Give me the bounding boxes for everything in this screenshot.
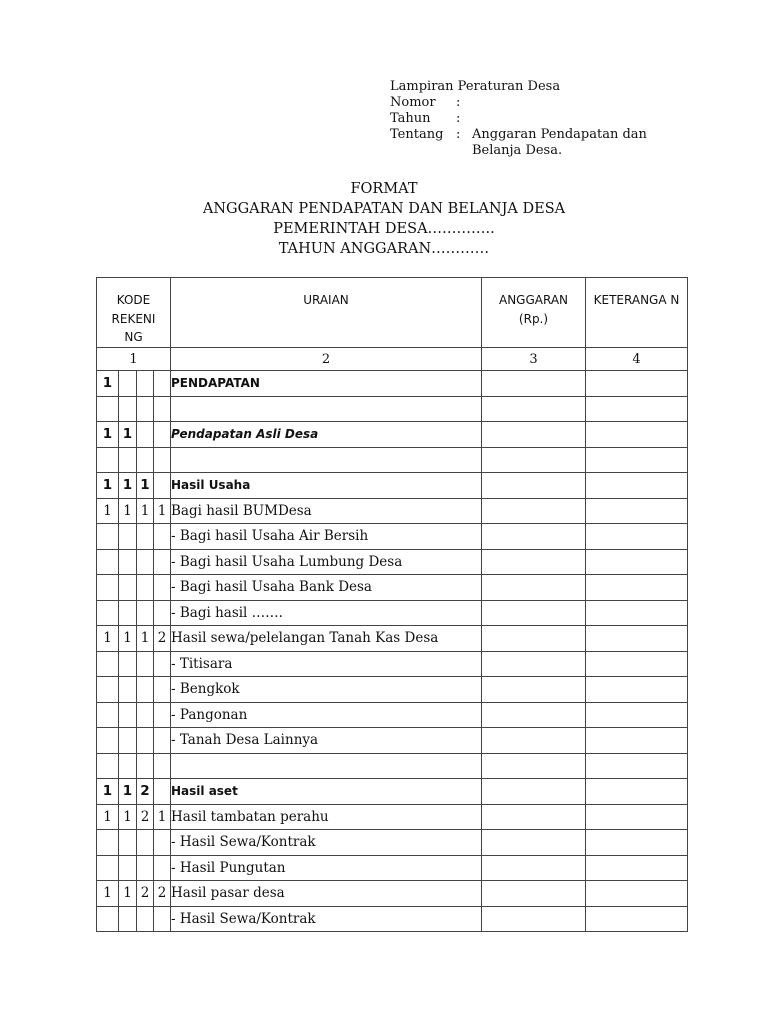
code-cell-3 bbox=[137, 702, 154, 728]
code-cell-2 bbox=[119, 600, 137, 626]
keterangan-cell bbox=[586, 753, 688, 779]
title-tahun-anggaran: TAHUN ANGGARAN………… bbox=[278, 241, 490, 257]
uraian-cell bbox=[171, 804, 482, 830]
uraian-cell bbox=[171, 498, 482, 524]
uraian-text: Hasil aset bbox=[171, 784, 238, 799]
code-cell-1 bbox=[97, 600, 119, 626]
keterangan-cell bbox=[586, 626, 688, 652]
column-number: 4 bbox=[586, 348, 688, 371]
code-cell-3 bbox=[137, 524, 154, 550]
uraian-cell bbox=[171, 422, 482, 448]
code-cell-1 bbox=[97, 855, 119, 881]
code-cell-4: 2 bbox=[154, 881, 171, 907]
uraian-cell bbox=[171, 881, 482, 907]
code-cell-4 bbox=[154, 830, 171, 856]
keterangan-cell bbox=[586, 422, 688, 448]
column-number: 3 bbox=[482, 348, 586, 371]
code-cell-2 bbox=[119, 728, 137, 754]
code-cell-3 bbox=[137, 753, 154, 779]
keterangan-cell bbox=[586, 830, 688, 856]
tahun-label: Tahun bbox=[390, 111, 431, 126]
code-cell-2 bbox=[119, 651, 137, 677]
keterangan-cell bbox=[586, 473, 688, 499]
anggaran-cell bbox=[482, 626, 586, 652]
nomor-label: Nomor bbox=[390, 95, 436, 110]
code-cell-4 bbox=[154, 677, 171, 703]
code-cell-1 bbox=[97, 549, 119, 575]
code-cell-2 bbox=[119, 677, 137, 703]
code-cell-2 bbox=[119, 906, 137, 932]
anggaran-cell bbox=[482, 473, 586, 499]
keterangan-cell bbox=[586, 396, 688, 422]
code-cell-4 bbox=[154, 575, 171, 601]
uraian-text: Hasil tambatan perahu bbox=[171, 808, 329, 825]
header-anggaran: ANGGARAN (Rp.) bbox=[482, 278, 586, 348]
code-cell-3 bbox=[137, 906, 154, 932]
anggaran-cell bbox=[482, 728, 586, 754]
code-cell-2 bbox=[119, 575, 137, 601]
code-cell-4 bbox=[154, 549, 171, 575]
uraian-cell bbox=[171, 855, 482, 881]
code-cell-3 bbox=[137, 677, 154, 703]
code-cell-2 bbox=[119, 396, 137, 422]
code-cell-2: 1 bbox=[119, 422, 137, 448]
table-row bbox=[97, 702, 688, 728]
uraian-text: - Bagi hasil Usaha Bank Desa bbox=[171, 579, 372, 596]
uraian-cell bbox=[171, 549, 482, 575]
anggaran-cell bbox=[482, 804, 586, 830]
uraian-cell bbox=[171, 447, 482, 473]
column-number-row bbox=[97, 348, 688, 371]
anggaran-cell bbox=[482, 371, 586, 397]
table-row bbox=[97, 651, 688, 677]
code-cell-2 bbox=[119, 830, 137, 856]
code-cell-1 bbox=[97, 702, 119, 728]
keterangan-cell bbox=[586, 549, 688, 575]
keterangan-cell bbox=[586, 371, 688, 397]
uraian-text: Hasil Usaha bbox=[171, 478, 251, 493]
code-cell-4 bbox=[154, 651, 171, 677]
code-cell-2: 1 bbox=[119, 779, 137, 805]
keterangan-cell bbox=[586, 524, 688, 550]
tahun-row bbox=[390, 111, 647, 127]
code-cell-2 bbox=[119, 371, 137, 397]
uraian-text: PENDAPATAN bbox=[171, 376, 260, 391]
code-cell-1 bbox=[97, 651, 119, 677]
anggaran-cell bbox=[482, 830, 586, 856]
uraian-cell bbox=[171, 371, 482, 397]
header-kode-rekening: KODE REKENI NG bbox=[97, 278, 171, 348]
code-cell-3: 2 bbox=[137, 881, 154, 907]
code-cell-3: 2 bbox=[137, 779, 154, 805]
code-cell-1: 1 bbox=[97, 422, 119, 448]
title-format: FORMAT bbox=[350, 181, 418, 197]
code-cell-1 bbox=[97, 447, 119, 473]
code-cell-2: 1 bbox=[119, 804, 137, 830]
table-row bbox=[97, 855, 688, 881]
code-cell-4 bbox=[154, 728, 171, 754]
anggaran-cell bbox=[482, 906, 586, 932]
code-cell-1 bbox=[97, 677, 119, 703]
code-cell-1 bbox=[97, 396, 119, 422]
keterangan-cell bbox=[586, 906, 688, 932]
code-cell-1: 1 bbox=[97, 473, 119, 499]
code-cell-1: 1 bbox=[97, 779, 119, 805]
code-cell-3 bbox=[137, 371, 154, 397]
uraian-text: - Tanah Desa Lainnya bbox=[171, 732, 319, 749]
header-uraian: URAIAN bbox=[171, 278, 482, 348]
uraian-text: Pendapatan Asli Desa bbox=[171, 427, 319, 442]
anggaran-cell bbox=[482, 753, 586, 779]
table-row bbox=[97, 600, 688, 626]
code-cell-1 bbox=[97, 906, 119, 932]
code-cell-3: 1 bbox=[137, 473, 154, 499]
uraian-cell bbox=[171, 753, 482, 779]
uraian-cell bbox=[171, 728, 482, 754]
code-cell-2 bbox=[119, 549, 137, 575]
keterangan-cell bbox=[586, 702, 688, 728]
tentang-label: Tentang bbox=[390, 127, 444, 142]
uraian-cell bbox=[171, 626, 482, 652]
code-cell-4 bbox=[154, 422, 171, 448]
code-cell-1 bbox=[97, 575, 119, 601]
table-row bbox=[97, 753, 688, 779]
keterangan-cell bbox=[586, 498, 688, 524]
uraian-text: - Hasil Pungutan bbox=[171, 859, 286, 876]
uraian-cell bbox=[171, 651, 482, 677]
code-cell-2: 1 bbox=[119, 626, 137, 652]
uraian-cell bbox=[171, 473, 482, 499]
uraian-cell bbox=[171, 906, 482, 932]
code-cell-2 bbox=[119, 855, 137, 881]
code-cell-4 bbox=[154, 371, 171, 397]
budget-table bbox=[96, 277, 688, 932]
code-cell-2 bbox=[119, 753, 137, 779]
uraian-cell bbox=[171, 702, 482, 728]
lampiran-label: Lampiran Peraturan Desa bbox=[390, 79, 561, 94]
table-row bbox=[97, 830, 688, 856]
code-cell-3: 2 bbox=[137, 804, 154, 830]
code-cell-4: 2 bbox=[154, 626, 171, 652]
code-cell-3: 1 bbox=[137, 626, 154, 652]
uraian-text: - Titisara bbox=[171, 655, 233, 672]
table-row bbox=[97, 549, 688, 575]
anggaran-cell bbox=[482, 549, 586, 575]
uraian-text: - Bengkok bbox=[171, 681, 240, 698]
table-row bbox=[97, 396, 688, 422]
table-header-row bbox=[97, 278, 688, 348]
code-cell-3 bbox=[137, 651, 154, 677]
uraian-cell bbox=[171, 575, 482, 601]
uraian-text: - Bagi hasil Usaha Air Bersih bbox=[171, 528, 369, 545]
anggaran-cell bbox=[482, 651, 586, 677]
code-cell-3 bbox=[137, 396, 154, 422]
table-row bbox=[97, 371, 688, 397]
uraian-text: - Pangonan bbox=[171, 706, 248, 723]
title-apbdes: ANGGARAN PENDAPATAN DAN BELANJA DESA bbox=[202, 201, 566, 217]
uraian-text: - Bagi hasil ……. bbox=[171, 604, 283, 621]
tentang-colon: : bbox=[456, 127, 461, 142]
document-title bbox=[0, 179, 768, 259]
code-cell-2 bbox=[119, 447, 137, 473]
code-cell-2 bbox=[119, 702, 137, 728]
tahun-colon: : bbox=[456, 111, 461, 126]
table-row bbox=[97, 906, 688, 932]
anggaran-cell bbox=[482, 422, 586, 448]
keterangan-cell bbox=[586, 728, 688, 754]
table-row bbox=[97, 804, 688, 830]
code-cell-1 bbox=[97, 753, 119, 779]
uraian-cell bbox=[171, 396, 482, 422]
code-cell-2: 1 bbox=[119, 473, 137, 499]
code-cell-4 bbox=[154, 447, 171, 473]
column-number: 2 bbox=[171, 348, 482, 371]
code-cell-1: 1 bbox=[97, 371, 119, 397]
uraian-cell bbox=[171, 600, 482, 626]
table-row bbox=[97, 626, 688, 652]
table-row bbox=[97, 447, 688, 473]
keterangan-cell bbox=[586, 804, 688, 830]
uraian-cell bbox=[171, 830, 482, 856]
uraian-cell bbox=[171, 779, 482, 805]
keterangan-cell bbox=[586, 677, 688, 703]
code-cell-4 bbox=[154, 396, 171, 422]
anggaran-cell bbox=[482, 447, 586, 473]
table-row bbox=[97, 422, 688, 448]
code-cell-3 bbox=[137, 600, 154, 626]
lampiran-block bbox=[390, 79, 647, 159]
anggaran-cell bbox=[482, 779, 586, 805]
uraian-text: Bagi hasil BUMDesa bbox=[171, 502, 312, 519]
keterangan-cell bbox=[586, 779, 688, 805]
uraian-text: Hasil sewa/pelelangan Tanah Kas Desa bbox=[171, 630, 439, 647]
column-number: 1 bbox=[97, 348, 171, 371]
header-keterangan: KETERANGA N bbox=[586, 278, 688, 348]
anggaran-cell bbox=[482, 702, 586, 728]
code-cell-1: 1 bbox=[97, 498, 119, 524]
code-cell-4: 1 bbox=[154, 804, 171, 830]
code-cell-4 bbox=[154, 855, 171, 881]
nomor-colon: : bbox=[456, 95, 461, 110]
code-cell-3 bbox=[137, 575, 154, 601]
code-cell-3 bbox=[137, 830, 154, 856]
nomor-row bbox=[390, 95, 647, 111]
tentang-value-line1: Anggaran Pendapatan dan bbox=[472, 127, 647, 142]
anggaran-cell bbox=[482, 524, 586, 550]
code-cell-2: 1 bbox=[119, 881, 137, 907]
table-row bbox=[97, 498, 688, 524]
code-cell-3 bbox=[137, 447, 154, 473]
keterangan-cell bbox=[586, 600, 688, 626]
table-row bbox=[97, 881, 688, 907]
keterangan-cell bbox=[586, 447, 688, 473]
uraian-text: - Bagi hasil Usaha Lumbung Desa bbox=[171, 553, 403, 570]
uraian-cell bbox=[171, 524, 482, 550]
keterangan-cell bbox=[586, 651, 688, 677]
tentang-value-line2: Belanja Desa. bbox=[472, 143, 563, 158]
code-cell-3 bbox=[137, 728, 154, 754]
title-pemerintah-desa: PEMERINTAH DESA………….. bbox=[273, 221, 495, 237]
anggaran-cell bbox=[482, 575, 586, 601]
code-cell-4 bbox=[154, 779, 171, 805]
table-row bbox=[97, 779, 688, 805]
table-row bbox=[97, 473, 688, 499]
tentang-row bbox=[390, 127, 647, 143]
code-cell-1: 1 bbox=[97, 626, 119, 652]
anggaran-cell bbox=[482, 498, 586, 524]
code-cell-1: 1 bbox=[97, 881, 119, 907]
anggaran-cell bbox=[482, 396, 586, 422]
code-cell-3 bbox=[137, 422, 154, 448]
keterangan-cell bbox=[586, 855, 688, 881]
code-cell-4 bbox=[154, 473, 171, 499]
table-row bbox=[97, 575, 688, 601]
lampiran-title bbox=[390, 79, 647, 95]
uraian-text: Hasil pasar desa bbox=[171, 885, 285, 902]
code-cell-3 bbox=[137, 549, 154, 575]
code-cell-1 bbox=[97, 830, 119, 856]
code-cell-3 bbox=[137, 855, 154, 881]
uraian-text: - Hasil Sewa/Kontrak bbox=[171, 834, 316, 851]
keterangan-cell bbox=[586, 881, 688, 907]
code-cell-1 bbox=[97, 728, 119, 754]
uraian-cell bbox=[171, 677, 482, 703]
code-cell-1 bbox=[97, 524, 119, 550]
keterangan-cell bbox=[586, 575, 688, 601]
table-row bbox=[97, 728, 688, 754]
code-cell-4 bbox=[154, 600, 171, 626]
code-cell-2 bbox=[119, 524, 137, 550]
anggaran-cell bbox=[482, 881, 586, 907]
code-cell-4 bbox=[154, 906, 171, 932]
table-row bbox=[97, 677, 688, 703]
code-cell-3: 1 bbox=[137, 498, 154, 524]
uraian-text: - Hasil Sewa/Kontrak bbox=[171, 910, 316, 927]
anggaran-cell bbox=[482, 855, 586, 881]
anggaran-cell bbox=[482, 677, 586, 703]
code-cell-4 bbox=[154, 753, 171, 779]
code-cell-4 bbox=[154, 702, 171, 728]
code-cell-4: 1 bbox=[154, 498, 171, 524]
code-cell-1: 1 bbox=[97, 804, 119, 830]
table-row bbox=[97, 524, 688, 550]
code-cell-2: 1 bbox=[119, 498, 137, 524]
anggaran-cell bbox=[482, 600, 586, 626]
code-cell-4 bbox=[154, 524, 171, 550]
